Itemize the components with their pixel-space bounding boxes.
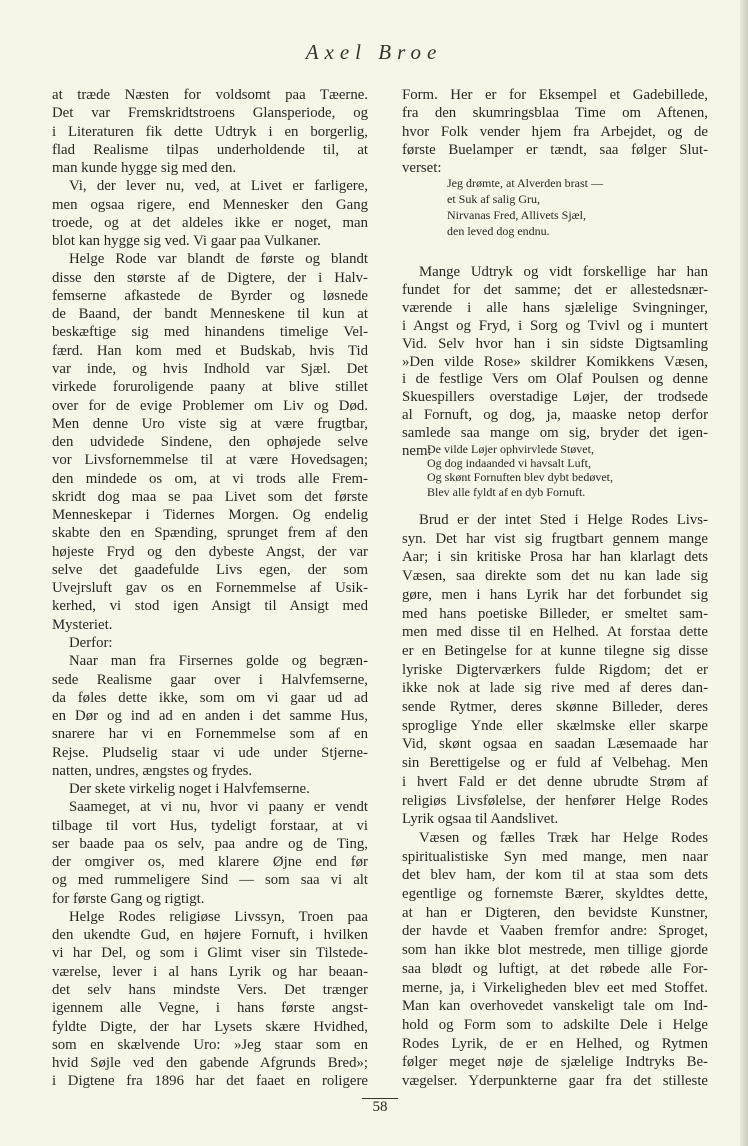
verse-line: Jeg drømte, at Alverden brast — <box>447 176 603 190</box>
text-line: tilbage til vort Hus, tydeligt forstaar, at vi <box>52 817 368 834</box>
text-line: er en Betingelse for at kunne tilegne sig disse <box>402 642 708 659</box>
text-line: man kunde hygge sig med den. <box>52 160 237 177</box>
page-number: 58 <box>372 1099 388 1115</box>
text-line: det selv hans mindste Vers. Det trænger <box>52 982 368 999</box>
running-head: Axel Broe <box>305 40 443 64</box>
verse-line: Og skønt Fornuften blev dybt bedøvet, <box>427 470 613 485</box>
text-line: Rodes Lyrik, de er en Helhed, og Rytmen <box>402 1035 708 1052</box>
text-line: samlede saa mange om sig, bryder det igen- <box>402 425 708 442</box>
text-line: verset: <box>402 160 442 177</box>
paragraph <box>402 829 708 1091</box>
text-line: lyriske Digterværkers fulde Rigdom; det er <box>402 661 708 678</box>
text-line: i Angst og Fryd, i Sorg og Tvivl og i muntert <box>402 317 708 334</box>
text-line: skridt dog maa se paa Livet som det første <box>52 488 368 505</box>
text-line: Menneskepar i Tidernes Morgen. Og endelig <box>52 507 368 524</box>
text-line: sende Rytmer, deres skønne Billeder, deres <box>402 699 708 716</box>
text-line: for første Gang og rigtigt. <box>52 890 205 907</box>
text-line: værelse, lever i al hans Lyrik og har beaan- <box>52 963 368 980</box>
text-line: kerhed, vi stod igen Ansigt til Ansigt med <box>52 598 368 615</box>
text-line: den udvidede Sindene, den ophøjede selve <box>52 434 368 451</box>
text-line: med hans poetiske Billeder, er smeltet sam- <box>402 605 708 622</box>
text-line: natten, undres, ængstes og frydes. <box>52 762 253 779</box>
text-line: Brud er der intet Sted i Helge Rodes Livs- <box>419 512 708 528</box>
page-edge <box>740 0 748 1146</box>
text-line: de Baand, der bandt Menneskene til kun at <box>52 306 368 323</box>
text-line: spiritualistiske Syn med mange, men naar <box>402 848 708 865</box>
text-line: blot kan hygge sig ved. Vi gaar paa Vulkaner. <box>52 233 321 250</box>
text-line: troede, og at det aldeles ikke er noget, man <box>52 214 368 231</box>
paragraph <box>402 264 708 461</box>
text-line: højeste Fryd og den dybeste Angst, der var <box>52 543 368 560</box>
text-line: hvid Søjle ved den gabende Afgrunds Bred»; <box>52 1055 368 1072</box>
text-line: Derfor: <box>69 634 113 651</box>
text-line: hvor Folk vender hjem fra Arbejdet, og de <box>402 123 708 140</box>
text-line: sproglige Ynde eller skælmske eller skarpe <box>402 717 708 734</box>
text-line: at træde Næsten for voldsomt paa Tæerne. <box>52 87 368 103</box>
text-line: snarere har vi en Fornemmelse som af en <box>52 726 368 743</box>
verse-line: den leved dog endnu. <box>447 224 550 238</box>
text-line: religiøs Livsfølelse, der henfører Helge Rodes <box>402 792 708 809</box>
text-line: en Dør og ind ad en anden i det samme Hus, <box>52 708 368 725</box>
text-line: første Buelamper er tændt, saa følger Slut- <box>402 141 708 158</box>
text-line: Der skete virkelig noget i Halvfemserne. <box>69 781 310 798</box>
text-line: merne, ja, i Virkeligheden blev eet med Stoffet. <box>402 979 708 996</box>
text-line: over for de evige Problemer om Liv og Død. <box>52 397 368 414</box>
text-line: igennem alle Vegne, i hans første angst- <box>52 1000 368 1017</box>
paragraph <box>52 908 368 1091</box>
text-line: saa blødt og luftigt, at det røbede alle For- <box>402 960 708 977</box>
text-line: Naar man fra Firsernes golde og begræn- <box>69 653 368 670</box>
right-column-prose-1 <box>402 86 708 177</box>
verse-quote-1 <box>447 175 707 239</box>
text-line: Det var Fremskridtstroens Glansperiode, og <box>52 105 368 122</box>
text-line: Skuespillers overstadige Løjer, der trodsede <box>402 389 708 406</box>
text-line: der havde et Vaaben fremfor andre: Sproget, <box>402 923 708 940</box>
text-line: men ogsaa rigere, end Mennesker den Gang <box>52 196 368 213</box>
text-line: Uvejrsluft gav os en Fornemmelse af Usik- <box>52 580 368 597</box>
text-line: færd. Han kom med et Budskab, hvis Tid <box>52 342 368 359</box>
text-line: ser baade paa os selv, paa andre og de Ting, <box>52 835 368 852</box>
text-line: fra den skumringsblaa Time om Aftenen, <box>402 105 708 122</box>
text-line: syn. Det har vist sig frugtbart gennem mange <box>402 530 708 547</box>
text-line: beskæftige sig med hinandens timelige Vel- <box>52 324 368 341</box>
text-line: fundet for det samme; det er allestedsnær- <box>402 281 708 298</box>
text-line: Vid. Selv hvor han i sin sidste Digtsamling <box>402 335 708 352</box>
verse-line: De vilde Løjer ophvirvlede Støvet, <box>427 442 594 456</box>
text-line: Aar; i sin kritiske Prosa har han klarlagt dets <box>402 549 708 566</box>
verse-line: Blev alle fyldt af en dyb Fornuft. <box>427 484 586 499</box>
text-line: flad Realisme tilpas underholdende til, at <box>52 141 368 158</box>
verse-quote-2 <box>427 442 707 499</box>
text-line: skabte den en Spænding, sprunget frem af den <box>52 525 368 542</box>
text-line: Væsen, saa direkte som det nu kan lade sig <box>402 568 708 585</box>
text-line: Helge Rode var blandt de første og blandt <box>69 251 368 268</box>
left-column <box>52 86 368 1091</box>
paragraph <box>402 86 708 177</box>
text-line: virkede foruroligende paany at blive stillet <box>52 379 368 396</box>
text-line: Mange Udtryk og vidt forskellige har han <box>419 264 708 280</box>
text-line: egentlige og fornemste Bærer, skyldtes dette, <box>402 886 708 903</box>
text-line: i hvert Fald er det denne ubrudte Strøm af <box>402 773 708 790</box>
text-line: gøre, men i hans Lyrik har det forbundet sig <box>402 586 708 603</box>
text-line: Men denne Uro viste sig at være frugtbar, <box>52 415 368 432</box>
text-line: nem: <box>402 443 432 460</box>
text-line: Rejse. Pludselig staar vi ude under Stjerne- <box>52 744 368 761</box>
text-line: i Digtene fra 1896 har det faaet en roligere <box>52 1073 368 1090</box>
text-line: da føles dette ikke, som om vi gaar ud ad <box>52 689 368 706</box>
text-line: værende i alle hans sjælelige Svingninger, <box>402 299 708 316</box>
text-line: den mindede os om, at vi trods alle Frem- <box>52 470 368 487</box>
text-line: i Literaturen fik dette Udtryk i en borgerlig, <box>52 123 368 140</box>
text-line: Lyrik ogsaa til Aandslivet. <box>402 811 559 828</box>
text-line: ikke nok at lade sig rive med af deres dan- <box>402 680 708 697</box>
paragraph <box>52 780 368 798</box>
text-line: var inde, og hvis Indhold var Sjæl. Det <box>52 360 368 377</box>
paragraph <box>52 634 368 652</box>
text-line: »Den vilde Rose» skildrer Komikkens Væsen, <box>402 353 708 370</box>
text-line: sede Realisme gaar over i Halvfemserne, <box>52 671 368 688</box>
right-column-prose-2 <box>402 264 708 461</box>
text-line: vægelser. Yderpunkterne gaar fra det stilleste <box>402 1073 708 1090</box>
text-line: Mysteriet. <box>52 616 113 633</box>
verse-line: Nirvanas Fred, Allivets Sjæl, <box>447 208 586 222</box>
text-line: Væsen og fælles Træk har Helge Rodes <box>419 829 708 846</box>
text-line: Helge Rodes religiøse Livssyn, Troen paa <box>69 908 368 925</box>
verse-line: et Suk af salig Gru, <box>447 192 540 206</box>
text-line: vi har Del, og som i Glimt viser sin Tilstede- <box>52 945 368 962</box>
text-line: selve det gaadefulde Livs egen, der som <box>52 561 368 578</box>
text-line: hold og Form som to adskilte Dele i Helge <box>402 1016 708 1033</box>
text-line: i de festlige Vers om Olaf Poulsen og denne <box>402 371 708 388</box>
text-line: som en skælvende Uro: »Jeg staar som en <box>52 1036 368 1053</box>
text-line: Vi, der lever nu, ved, at Livet er farligere, <box>69 178 368 195</box>
text-line: følger meget nøje de sjælelige Indtryks Be- <box>402 1054 708 1071</box>
paragraph <box>402 511 708 829</box>
text-line: den ukendte Gud, en højere Fornuft, i hvilken <box>52 927 368 944</box>
paragraph <box>52 652 368 780</box>
text-line: al Fornuft, og dog, ja, maaske netop derfor <box>402 407 708 424</box>
text-line: som han ikke blot mestrede, men tillige gjorde <box>402 942 708 959</box>
text-line: og med rummeligere Sind — som saa vi alt <box>52 872 368 889</box>
text-line: disse den største af de Digtere, der i Halv- <box>52 269 368 286</box>
paragraph <box>52 250 368 634</box>
text-line: der omgiver os, med klarere Øjne end før <box>52 854 368 871</box>
paragraph <box>52 798 368 908</box>
verse-line: Og dog indaanded vi havsalt Luft, <box>427 456 591 471</box>
text-line: vor Livsfornemmelse til at være Hovedsagen; <box>52 452 368 469</box>
text-line: femserne afkastede de Byrder og løsnede <box>52 287 368 304</box>
paragraph <box>52 177 368 250</box>
right-column-prose-3 <box>402 511 708 1091</box>
text-line: sin Berettigelse og er fuld af Velbehag. Men <box>402 755 708 772</box>
paragraph <box>52 86 368 177</box>
text-line: Man kan overhovedet vanskeligt tale om Ind- <box>402 998 708 1015</box>
text-line: Form. Her er for Eksempel et Gadebillede, <box>402 87 708 103</box>
text-line: det blev ham, der kom til at staa som dets <box>402 867 708 884</box>
text-line: Saameget, at vi nu, hvor vi paany er vendt <box>69 799 368 816</box>
text-line: at han er Digteren, den bevidste Kunstner, <box>402 904 708 921</box>
text-line: fyldte Digte, der har Lysets skære Hvidhed, <box>52 1018 368 1035</box>
text-line: Vid, skønt ogsaa en saadan Læsemaade har <box>402 736 708 753</box>
text-line: men med disse til en Helhed. At forstaa dette <box>402 624 708 641</box>
